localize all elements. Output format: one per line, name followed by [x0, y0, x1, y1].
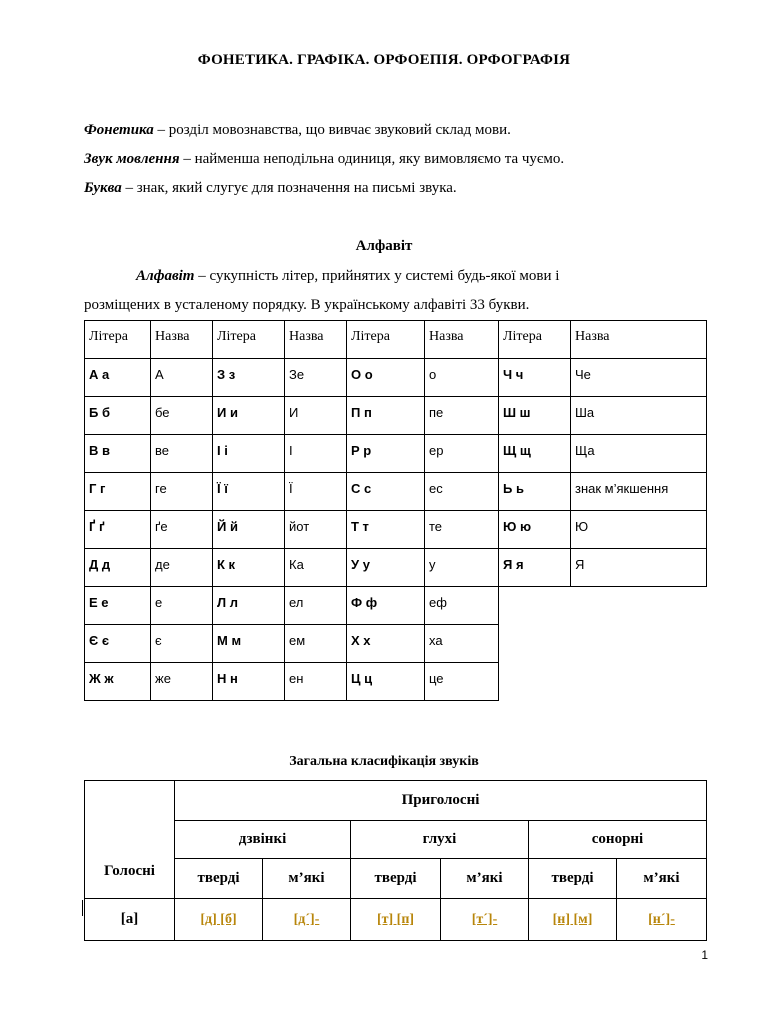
- soft-header: м’які: [263, 859, 351, 899]
- table-row: [85, 511, 707, 549]
- letter-cell: Ф ф: [347, 587, 425, 625]
- letter-cell: Ю ю: [499, 511, 571, 549]
- voiceless-header: глухі: [351, 821, 529, 859]
- text-cursor: [82, 900, 83, 916]
- name-cell: ха: [425, 625, 499, 663]
- name-column-header: Назва: [425, 321, 499, 359]
- name-cell: ер: [425, 435, 499, 473]
- name-cell: йот: [285, 511, 347, 549]
- page-title: ФОНЕТИКА. ГРАФІКА. ОРФОЕПІЯ. ОРФОГРАФІЯ: [197, 52, 571, 68]
- empty-cell: [499, 663, 571, 701]
- letter-cell: Ц ц: [347, 663, 425, 701]
- page-number: 1: [701, 948, 708, 962]
- name-cell: Че: [571, 359, 707, 397]
- table-row: [85, 473, 707, 511]
- empty-cell: [571, 663, 707, 701]
- letter-cell: К к: [213, 549, 285, 587]
- name-cell: е: [151, 587, 213, 625]
- definition-text: – знак, який слугує для позначення на письмі звука.: [121, 180, 457, 196]
- letter-column-header: Літера: [85, 321, 151, 359]
- definition-letter: [84, 180, 457, 197]
- alphabet-term: Алфавіт: [136, 268, 195, 284]
- letter-cell: Х х: [347, 625, 425, 663]
- letter-cell: Ї ї: [213, 473, 285, 511]
- definition-text: – найменша неподільна одиниця, яку вимовляємо та чуємо.: [179, 151, 565, 167]
- name-cell: пе: [425, 397, 499, 435]
- name-cell: ґе: [151, 511, 213, 549]
- vowel-cell: [а]: [85, 899, 175, 941]
- name-cell: І: [285, 435, 347, 473]
- letter-cell: Ж ж: [85, 663, 151, 701]
- sound-cell: [н] [м]: [529, 899, 617, 941]
- letter-cell: Н н: [213, 663, 285, 701]
- name-column-header: Назва: [151, 321, 213, 359]
- letter-cell: Ш ш: [499, 397, 571, 435]
- letter-cell: Щ щ: [499, 435, 571, 473]
- letter-cell: Я я: [499, 549, 571, 587]
- name-cell: Ка: [285, 549, 347, 587]
- sonorant-header: сонорні: [529, 821, 707, 859]
- letter-cell: А а: [85, 359, 151, 397]
- letter-cell: Р р: [347, 435, 425, 473]
- empty-cell: [499, 587, 571, 625]
- definition-term: Звук мовлення: [84, 151, 180, 167]
- name-cell: ел: [285, 587, 347, 625]
- letter-cell: Ч ч: [499, 359, 571, 397]
- voiced-header: дзвінкі: [175, 821, 351, 859]
- letter-cell: О о: [347, 359, 425, 397]
- letter-cell: Ґ ґ: [85, 511, 151, 549]
- name-cell: є: [151, 625, 213, 663]
- name-cell: ен: [285, 663, 347, 701]
- letter-column-header: Літера: [499, 321, 571, 359]
- alphabet-table: [84, 320, 707, 701]
- sound-cell: [д] [б]: [175, 899, 263, 941]
- name-cell: А: [151, 359, 213, 397]
- name-cell: де: [151, 549, 213, 587]
- soft-header: м’які: [441, 859, 529, 899]
- name-cell: Ша: [571, 397, 707, 435]
- letter-cell: Л л: [213, 587, 285, 625]
- letter-cell: М м: [213, 625, 285, 663]
- sound-cell: [д´]-: [263, 899, 351, 941]
- name-cell: це: [425, 663, 499, 701]
- hard-header: тверді: [351, 859, 441, 899]
- name-cell: бе: [151, 397, 213, 435]
- letter-cell: У у: [347, 549, 425, 587]
- letter-cell: З з: [213, 359, 285, 397]
- name-cell: Зе: [285, 359, 347, 397]
- sound-cell: [н´]-: [617, 899, 707, 941]
- alphabet-text-line1: – сукупність літер, прийнятих у системі будь-якої мови і: [194, 268, 560, 284]
- letter-cell: Д д: [85, 549, 151, 587]
- definition-term: Фонетика: [84, 122, 154, 138]
- name-cell: И: [285, 397, 347, 435]
- letter-cell: Є є: [85, 625, 151, 663]
- definition-speech-sound: [84, 151, 564, 168]
- table-row: [85, 397, 707, 435]
- alphabet-heading: Алфавіт: [355, 238, 413, 254]
- name-cell: Я: [571, 549, 707, 587]
- name-cell: те: [425, 511, 499, 549]
- letter-cell: Г г: [85, 473, 151, 511]
- name-cell: ге: [151, 473, 213, 511]
- name-cell: ем: [285, 625, 347, 663]
- letter-cell: Й й: [213, 511, 285, 549]
- letter-column-header: Літера: [347, 321, 425, 359]
- classification-table: [84, 780, 707, 941]
- table-row: [85, 625, 707, 663]
- name-cell: Ща: [571, 435, 707, 473]
- table-row: [85, 549, 707, 587]
- name-column-header: Назва: [285, 321, 347, 359]
- hard-header: тверді: [529, 859, 617, 899]
- vowels-header: Голосні: [85, 781, 175, 899]
- letter-cell: Б б: [85, 397, 151, 435]
- empty-cell: [499, 625, 571, 663]
- name-cell: же: [151, 663, 213, 701]
- table-row: [85, 359, 707, 397]
- name-cell: Ю: [571, 511, 707, 549]
- letter-cell: Ь ь: [499, 473, 571, 511]
- soft-header: м’які: [617, 859, 707, 899]
- sound-cell: [т´]-: [441, 899, 529, 941]
- definition-phonetics: [84, 122, 511, 139]
- letter-cell: С с: [347, 473, 425, 511]
- letter-cell: Е е: [85, 587, 151, 625]
- sound-cell: [т] [п]: [351, 899, 441, 941]
- alphabet-text-line2: розміщених в усталеному порядку. В українському алфавіті 33 букви.: [84, 297, 530, 313]
- hard-header: тверді: [175, 859, 263, 899]
- table-row: [85, 435, 707, 473]
- classification-heading: Загальна класифікація звуків: [289, 754, 479, 769]
- definition-term: Буква: [84, 180, 122, 196]
- name-column-header: Назва: [571, 321, 707, 359]
- table-row: [85, 663, 707, 701]
- consonants-header: Приголосні: [175, 781, 707, 821]
- name-cell: Ї: [285, 473, 347, 511]
- name-cell: у: [425, 549, 499, 587]
- letter-cell: І і: [213, 435, 285, 473]
- empty-cell: [571, 587, 707, 625]
- empty-cell: [571, 625, 707, 663]
- letter-cell: П п: [347, 397, 425, 435]
- definition-text: – розділ мовознавства, що вивчає звуковий склад мови.: [153, 122, 511, 138]
- letter-cell: И и: [213, 397, 285, 435]
- name-cell: знак м’якшення: [571, 473, 707, 511]
- letter-column-header: Літера: [213, 321, 285, 359]
- name-cell: ве: [151, 435, 213, 473]
- name-cell: о: [425, 359, 499, 397]
- alphabet-paragraph: [84, 262, 706, 320]
- letter-cell: В в: [85, 435, 151, 473]
- table-row: [85, 587, 707, 625]
- letter-cell: Т т: [347, 511, 425, 549]
- name-cell: еф: [425, 587, 499, 625]
- name-cell: ес: [425, 473, 499, 511]
